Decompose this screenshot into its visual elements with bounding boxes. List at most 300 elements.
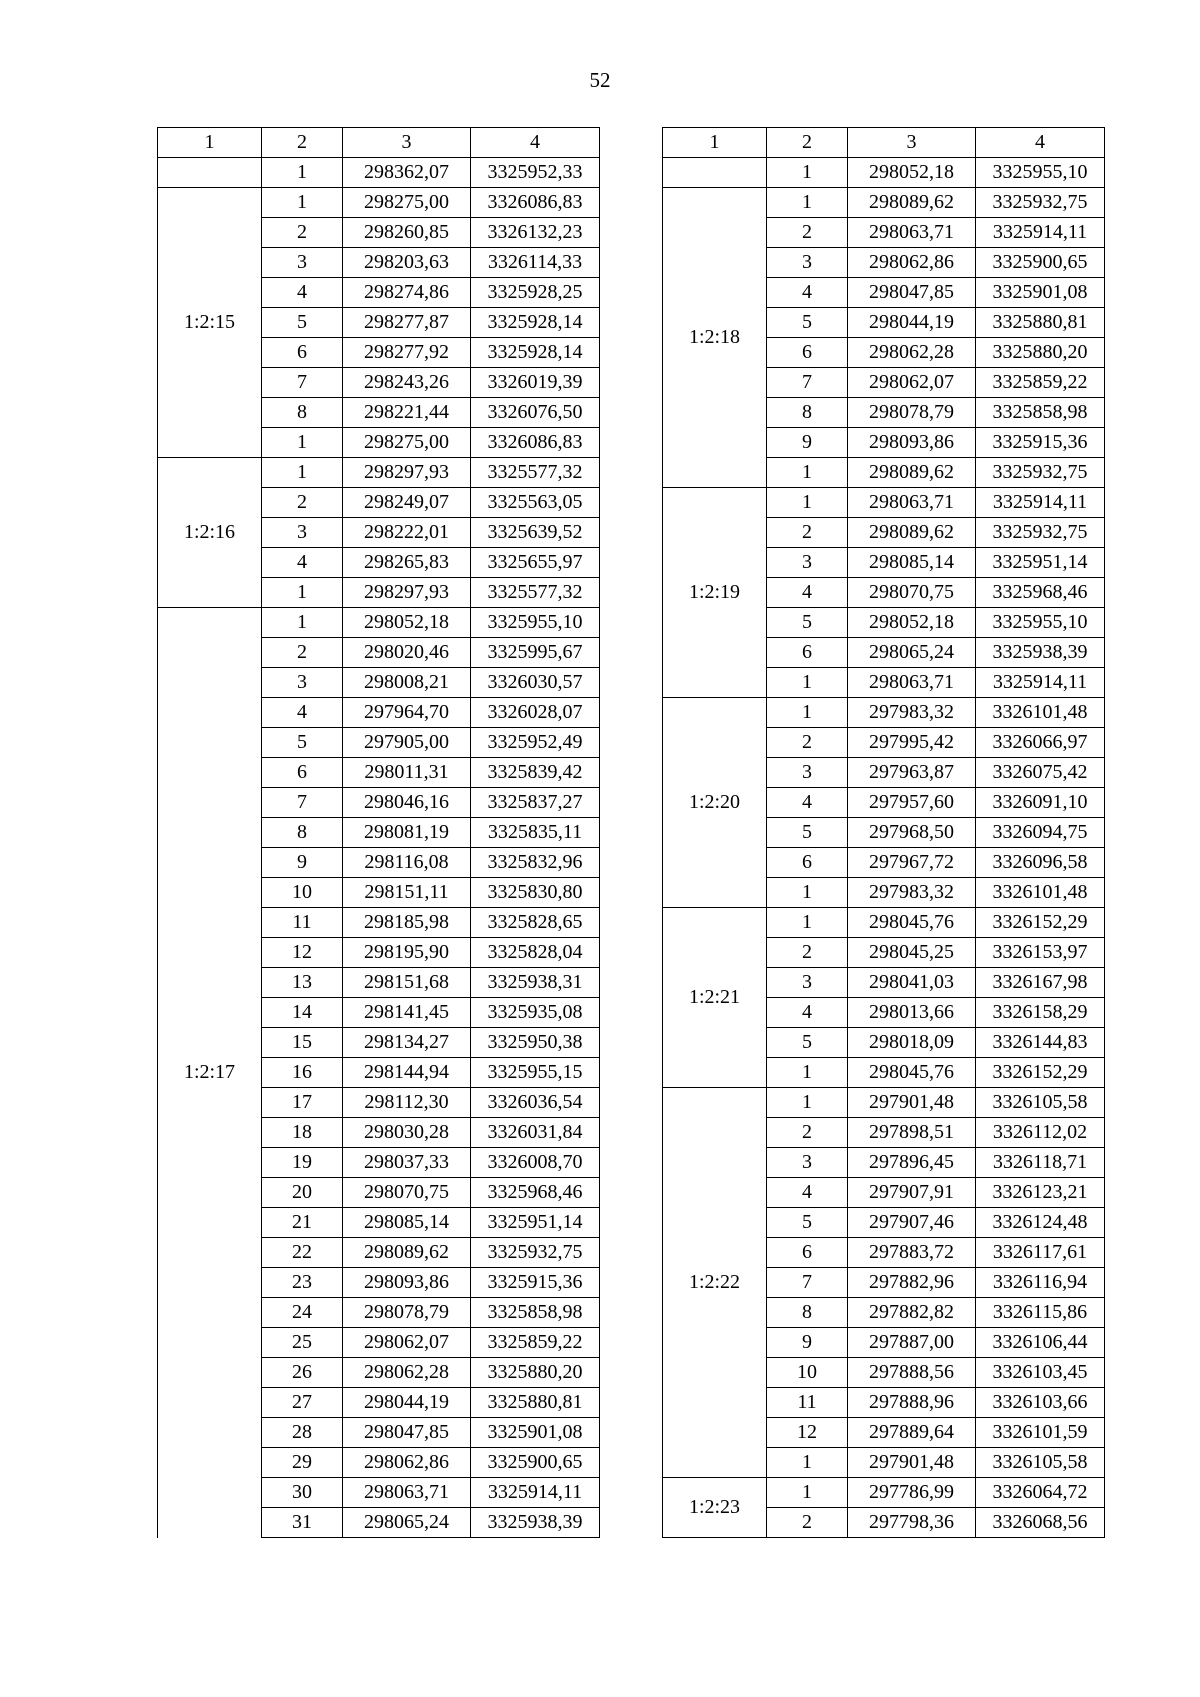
coordinate-x: 298052,18 <box>848 158 976 188</box>
coordinate-y: 3325950,38 <box>471 1028 600 1058</box>
table-row <box>663 188 1105 218</box>
point-number: 13 <box>262 968 343 998</box>
coordinate-x: 297905,00 <box>343 728 471 758</box>
column-header: 2 <box>767 128 848 158</box>
point-number: 5 <box>262 308 343 338</box>
point-number: 2 <box>262 638 343 668</box>
coordinate-x: 298078,79 <box>848 398 976 428</box>
parcel-label: 1:2:22 <box>663 1088 767 1478</box>
coordinate-x: 298044,19 <box>343 1388 471 1418</box>
coordinate-x: 297957,60 <box>848 788 976 818</box>
coordinate-y: 3325858,98 <box>976 398 1105 428</box>
coordinate-y: 3325952,33 <box>471 158 600 188</box>
point-number: 31 <box>262 1508 343 1538</box>
coordinate-y: 3325951,14 <box>976 548 1105 578</box>
coordinate-y: 3326132,23 <box>471 218 600 248</box>
coordinate-x: 298065,24 <box>848 638 976 668</box>
coordinate-x: 298260,85 <box>343 218 471 248</box>
point-number: 12 <box>262 938 343 968</box>
point-number: 5 <box>767 608 848 638</box>
coordinate-x: 298063,71 <box>848 218 976 248</box>
coordinate-y: 3325955,10 <box>976 608 1105 638</box>
coordinate-y: 3325928,14 <box>471 338 600 368</box>
coordinate-x: 297896,45 <box>848 1148 976 1178</box>
coordinate-x: 298062,07 <box>848 368 976 398</box>
coordinate-y: 3325928,14 <box>471 308 600 338</box>
coordinate-x: 297963,87 <box>848 758 976 788</box>
point-number: 1 <box>767 488 848 518</box>
coordinate-x: 297888,96 <box>848 1388 976 1418</box>
point-number: 2 <box>767 938 848 968</box>
coordinate-y: 3326167,98 <box>976 968 1105 998</box>
point-number: 1 <box>262 458 343 488</box>
column-header: 1 <box>158 128 262 158</box>
point-number: 6 <box>767 338 848 368</box>
coordinate-x: 298151,11 <box>343 878 471 908</box>
point-number: 27 <box>262 1388 343 1418</box>
coordinate-x: 297898,51 <box>848 1118 976 1148</box>
coordinate-x: 298297,93 <box>343 578 471 608</box>
coordinate-y: 3325639,52 <box>471 518 600 548</box>
point-number: 3 <box>767 968 848 998</box>
coordinate-x: 298062,28 <box>343 1358 471 1388</box>
coordinate-x: 298047,85 <box>343 1418 471 1448</box>
coordinate-y: 3326068,56 <box>976 1508 1105 1538</box>
coordinate-y: 3325858,98 <box>471 1298 600 1328</box>
point-number: 1 <box>767 1478 848 1508</box>
coordinate-x: 297798,36 <box>848 1508 976 1538</box>
coordinate-y: 3325859,22 <box>976 368 1105 398</box>
coordinate-x: 297995,42 <box>848 728 976 758</box>
coordinate-y: 3325955,10 <box>976 158 1105 188</box>
coordinate-y: 3325914,11 <box>976 218 1105 248</box>
table-row <box>663 158 1105 188</box>
coordinate-y: 3326117,61 <box>976 1238 1105 1268</box>
coordinate-y: 3325914,11 <box>471 1478 600 1508</box>
coordinate-x: 298070,75 <box>848 578 976 608</box>
point-number: 1 <box>767 188 848 218</box>
point-number: 4 <box>767 788 848 818</box>
coordinate-y: 3326019,39 <box>471 368 600 398</box>
coordinate-y: 3326114,33 <box>471 248 600 278</box>
coordinate-x: 298116,08 <box>343 848 471 878</box>
coordinate-x: 297967,72 <box>848 848 976 878</box>
coordinate-y: 3326086,83 <box>471 428 600 458</box>
coordinate-x: 298063,71 <box>343 1478 471 1508</box>
coordinate-x: 298221,44 <box>343 398 471 428</box>
point-number: 3 <box>767 1148 848 1178</box>
point-number: 9 <box>767 428 848 458</box>
coordinate-x: 298093,86 <box>848 428 976 458</box>
coordinate-x: 297786,99 <box>848 1478 976 1508</box>
column-header: 4 <box>471 128 600 158</box>
coordinate-x: 297964,70 <box>343 698 471 728</box>
table-row <box>663 1478 1105 1508</box>
coordinate-y: 3325563,05 <box>471 488 600 518</box>
coordinate-y: 3326106,44 <box>976 1328 1105 1358</box>
coordinate-y: 3325914,11 <box>976 668 1105 698</box>
point-number: 3 <box>767 758 848 788</box>
point-number: 10 <box>262 878 343 908</box>
point-number: 6 <box>262 338 343 368</box>
table-row <box>663 698 1105 728</box>
coordinate-y: 3325968,46 <box>471 1178 600 1208</box>
coordinate-x: 297889,64 <box>848 1418 976 1448</box>
point-number: 1 <box>767 878 848 908</box>
parcel-label: 1:2:21 <box>663 908 767 1088</box>
point-number: 4 <box>767 278 848 308</box>
column-header: 4 <box>976 128 1105 158</box>
coordinates-table-left <box>157 127 600 1538</box>
coordinate-x: 298062,86 <box>343 1448 471 1478</box>
coordinate-x: 298362,07 <box>343 158 471 188</box>
coordinate-y: 3325830,80 <box>471 878 600 908</box>
parcel-label: 1:2:15 <box>158 188 262 458</box>
point-number: 4 <box>262 548 343 578</box>
column-header: 2 <box>262 128 343 158</box>
coordinate-x: 298045,76 <box>848 908 976 938</box>
coordinate-y: 3325914,11 <box>976 488 1105 518</box>
header-row <box>158 128 600 158</box>
coordinate-y: 3325995,67 <box>471 638 600 668</box>
coordinate-y: 3325935,08 <box>471 998 600 1028</box>
header-row <box>663 128 1105 158</box>
point-number: 10 <box>767 1358 848 1388</box>
coordinate-y: 3325837,27 <box>471 788 600 818</box>
point-number: 1 <box>262 428 343 458</box>
table-row <box>158 608 600 638</box>
point-number: 2 <box>262 488 343 518</box>
table-row <box>158 158 600 188</box>
coordinate-y: 3326103,45 <box>976 1358 1105 1388</box>
coordinate-y: 3325932,75 <box>471 1238 600 1268</box>
coordinate-y: 3325928,25 <box>471 278 600 308</box>
point-number: 4 <box>767 1178 848 1208</box>
point-number: 6 <box>262 758 343 788</box>
coordinate-x: 298011,31 <box>343 758 471 788</box>
coordinate-x: 298065,24 <box>343 1508 471 1538</box>
point-number: 9 <box>767 1328 848 1358</box>
point-number: 30 <box>262 1478 343 1508</box>
table-row <box>158 458 600 488</box>
coordinate-y: 3325915,36 <box>471 1268 600 1298</box>
coordinate-y: 3326030,57 <box>471 668 600 698</box>
coordinate-x: 298041,03 <box>848 968 976 998</box>
coordinate-x: 298243,26 <box>343 368 471 398</box>
coordinate-y: 3326144,83 <box>976 1028 1105 1058</box>
point-number: 12 <box>767 1418 848 1448</box>
coordinate-x: 298062,07 <box>343 1328 471 1358</box>
coordinate-y: 3325952,49 <box>471 728 600 758</box>
coordinate-y: 3326105,58 <box>976 1448 1105 1478</box>
coordinate-y: 3325832,96 <box>471 848 600 878</box>
coordinate-x: 298195,90 <box>343 938 471 968</box>
coordinate-x: 298089,62 <box>848 518 976 548</box>
coordinate-y: 3326124,48 <box>976 1208 1105 1238</box>
parcel-label: 1:2:19 <box>663 488 767 698</box>
coordinate-x: 297888,56 <box>848 1358 976 1388</box>
coordinate-x: 297901,48 <box>848 1088 976 1118</box>
table-row <box>663 908 1105 938</box>
point-number: 7 <box>767 1268 848 1298</box>
point-number: 17 <box>262 1088 343 1118</box>
coordinate-y: 3326066,97 <box>976 728 1105 758</box>
parcel-label <box>663 158 767 188</box>
point-number: 18 <box>262 1118 343 1148</box>
parcel-label <box>158 158 262 188</box>
coordinate-y: 3325900,65 <box>976 248 1105 278</box>
coordinate-x: 298112,30 <box>343 1088 471 1118</box>
point-number: 5 <box>767 818 848 848</box>
parcel-label: 1:2:17 <box>158 608 262 1538</box>
coordinate-x: 298249,07 <box>343 488 471 518</box>
coordinate-y: 3325968,46 <box>976 578 1105 608</box>
point-number: 2 <box>767 518 848 548</box>
coordinate-x: 298070,75 <box>343 1178 471 1208</box>
coordinate-y: 3326152,29 <box>976 1058 1105 1088</box>
point-number: 5 <box>767 1028 848 1058</box>
point-number: 6 <box>767 1238 848 1268</box>
point-number: 29 <box>262 1448 343 1478</box>
column-header: 3 <box>343 128 471 158</box>
point-number: 8 <box>767 398 848 428</box>
coordinate-y: 3326031,84 <box>471 1118 600 1148</box>
coordinate-y: 3325938,31 <box>471 968 600 998</box>
coordinate-x: 298013,66 <box>848 998 976 1028</box>
coordinate-y: 3325932,75 <box>976 188 1105 218</box>
point-number: 7 <box>767 368 848 398</box>
coordinates-table-right <box>662 127 1105 1538</box>
coordinate-x: 298081,19 <box>343 818 471 848</box>
point-number: 1 <box>767 458 848 488</box>
coordinate-y: 3325577,32 <box>471 578 600 608</box>
coordinate-y: 3326118,71 <box>976 1148 1105 1178</box>
coordinate-y: 3325880,81 <box>976 308 1105 338</box>
coordinate-x: 298008,21 <box>343 668 471 698</box>
coordinate-y: 3326158,29 <box>976 998 1105 1028</box>
coordinate-x: 297901,48 <box>848 1448 976 1478</box>
coordinate-x: 297907,91 <box>848 1178 976 1208</box>
coordinate-y: 3325835,11 <box>471 818 600 848</box>
point-number: 3 <box>262 668 343 698</box>
point-number: 3 <box>262 248 343 278</box>
point-number: 1 <box>262 608 343 638</box>
coordinate-y: 3326105,58 <box>976 1088 1105 1118</box>
point-number: 11 <box>767 1388 848 1418</box>
coordinate-x: 298089,62 <box>343 1238 471 1268</box>
coordinate-x: 298297,93 <box>343 458 471 488</box>
coordinate-x: 298085,14 <box>343 1208 471 1238</box>
coordinate-x: 298046,16 <box>343 788 471 818</box>
coordinate-y: 3325938,39 <box>976 638 1105 668</box>
coordinate-x: 298265,83 <box>343 548 471 578</box>
coordinate-x: 298052,18 <box>343 608 471 638</box>
point-number: 23 <box>262 1268 343 1298</box>
table-row <box>663 488 1105 518</box>
coordinate-x: 298063,71 <box>848 668 976 698</box>
point-number: 8 <box>262 818 343 848</box>
coordinate-y: 3326036,54 <box>471 1088 600 1118</box>
coordinate-x: 297882,96 <box>848 1268 976 1298</box>
coordinate-x: 298052,18 <box>848 608 976 638</box>
coordinate-y: 3325901,08 <box>976 278 1105 308</box>
coordinate-y: 3326116,94 <box>976 1268 1105 1298</box>
coordinate-y: 3326094,75 <box>976 818 1105 848</box>
coordinate-x: 298093,86 <box>343 1268 471 1298</box>
coordinate-y: 3326112,02 <box>976 1118 1105 1148</box>
coordinate-y: 3326101,59 <box>976 1418 1105 1448</box>
coordinate-y: 3326096,58 <box>976 848 1105 878</box>
table-row <box>158 188 600 218</box>
coordinate-x: 298203,63 <box>343 248 471 278</box>
coordinate-y: 3325932,75 <box>976 518 1105 548</box>
coordinate-y: 3325577,32 <box>471 458 600 488</box>
point-number: 1 <box>767 668 848 698</box>
coordinate-x: 297907,46 <box>848 1208 976 1238</box>
coordinate-x: 297983,32 <box>848 878 976 908</box>
coordinate-x: 298078,79 <box>343 1298 471 1328</box>
coordinate-x: 298030,28 <box>343 1118 471 1148</box>
point-number: 1 <box>262 158 343 188</box>
coordinate-x: 298045,25 <box>848 938 976 968</box>
point-number: 4 <box>262 278 343 308</box>
coordinate-y: 3326086,83 <box>471 188 600 218</box>
coordinate-y: 3326103,66 <box>976 1388 1105 1418</box>
coordinate-x: 298185,98 <box>343 908 471 938</box>
table-row <box>663 1088 1105 1118</box>
coordinate-y: 3326076,50 <box>471 398 600 428</box>
point-number: 24 <box>262 1298 343 1328</box>
coordinate-x: 298141,45 <box>343 998 471 1028</box>
coordinate-x: 298277,92 <box>343 338 471 368</box>
point-number: 1 <box>767 698 848 728</box>
point-number: 1 <box>767 1088 848 1118</box>
coordinate-y: 3326101,48 <box>976 698 1105 728</box>
point-number: 1 <box>767 1058 848 1088</box>
coordinate-x: 298274,86 <box>343 278 471 308</box>
point-number: 4 <box>767 578 848 608</box>
point-number: 1 <box>767 158 848 188</box>
coordinate-y: 3325932,75 <box>976 458 1105 488</box>
point-number: 2 <box>767 1118 848 1148</box>
coordinate-x: 298037,33 <box>343 1148 471 1178</box>
coordinate-x: 298044,19 <box>848 308 976 338</box>
coordinate-y: 3325880,81 <box>471 1388 600 1418</box>
column-header: 1 <box>663 128 767 158</box>
coordinate-y: 3325880,20 <box>976 338 1105 368</box>
coordinate-x: 298151,68 <box>343 968 471 998</box>
point-number: 16 <box>262 1058 343 1088</box>
point-number: 2 <box>262 218 343 248</box>
coordinate-x: 298020,46 <box>343 638 471 668</box>
coordinate-x: 298275,00 <box>343 188 471 218</box>
coordinate-x: 298045,76 <box>848 1058 976 1088</box>
point-number: 6 <box>767 848 848 878</box>
point-number: 2 <box>767 1508 848 1538</box>
coordinate-y: 3325955,15 <box>471 1058 600 1088</box>
point-number: 21 <box>262 1208 343 1238</box>
point-number: 4 <box>262 698 343 728</box>
coordinate-y: 3326008,70 <box>471 1148 600 1178</box>
coordinate-x: 298089,62 <box>848 188 976 218</box>
point-number: 5 <box>262 728 343 758</box>
coordinate-x: 297883,72 <box>848 1238 976 1268</box>
point-number: 3 <box>767 548 848 578</box>
point-number: 2 <box>767 728 848 758</box>
parcel-label: 1:2:23 <box>663 1478 767 1538</box>
point-number: 26 <box>262 1358 343 1388</box>
point-number: 3 <box>767 248 848 278</box>
coordinate-y: 3325859,22 <box>471 1328 600 1358</box>
column-header: 3 <box>848 128 976 158</box>
coordinate-x: 298018,09 <box>848 1028 976 1058</box>
coordinate-y: 3325828,04 <box>471 938 600 968</box>
parcel-label: 1:2:20 <box>663 698 767 908</box>
coordinate-x: 298085,14 <box>848 548 976 578</box>
coordinate-y: 3325938,39 <box>471 1508 600 1538</box>
coordinate-y: 3326115,86 <box>976 1298 1105 1328</box>
coordinate-y: 3326075,42 <box>976 758 1105 788</box>
point-number: 1 <box>767 908 848 938</box>
point-number: 7 <box>262 368 343 398</box>
point-number: 9 <box>262 848 343 878</box>
coordinate-x: 297968,50 <box>848 818 976 848</box>
coordinate-y: 3326064,72 <box>976 1478 1105 1508</box>
coordinate-y: 3325880,20 <box>471 1358 600 1388</box>
page-number: 52 <box>589 68 611 92</box>
point-number: 19 <box>262 1148 343 1178</box>
point-number: 11 <box>262 908 343 938</box>
coordinate-y: 3325951,14 <box>471 1208 600 1238</box>
point-number: 7 <box>262 788 343 818</box>
coordinate-y: 3325839,42 <box>471 758 600 788</box>
point-number: 8 <box>262 398 343 428</box>
point-number: 3 <box>262 518 343 548</box>
coordinate-y: 3325828,65 <box>471 908 600 938</box>
coordinate-y: 3325901,08 <box>471 1418 600 1448</box>
coordinate-x: 298134,27 <box>343 1028 471 1058</box>
coordinate-x: 298144,94 <box>343 1058 471 1088</box>
point-number: 1 <box>262 578 343 608</box>
coordinate-y: 3326152,29 <box>976 908 1105 938</box>
coordinate-x: 297887,00 <box>848 1328 976 1358</box>
point-number: 2 <box>767 218 848 248</box>
point-number: 1 <box>262 188 343 218</box>
point-number: 20 <box>262 1178 343 1208</box>
coordinate-y: 3325655,97 <box>471 548 600 578</box>
coordinate-x: 297983,32 <box>848 698 976 728</box>
coordinate-y: 3326123,21 <box>976 1178 1105 1208</box>
coordinate-x: 298277,87 <box>343 308 471 338</box>
point-number: 5 <box>767 308 848 338</box>
coordinate-x: 298275,00 <box>343 428 471 458</box>
point-number: 6 <box>767 638 848 668</box>
coordinate-x: 298062,28 <box>848 338 976 368</box>
coordinate-y: 3326028,07 <box>471 698 600 728</box>
point-number: 15 <box>262 1028 343 1058</box>
coordinate-x: 297882,82 <box>848 1298 976 1328</box>
point-number: 1 <box>767 1448 848 1478</box>
point-number: 28 <box>262 1418 343 1448</box>
point-number: 4 <box>767 998 848 1028</box>
coordinate-x: 298222,01 <box>343 518 471 548</box>
coordinate-y: 3325915,36 <box>976 428 1105 458</box>
parcel-label: 1:2:16 <box>158 458 262 608</box>
coordinate-y: 3325900,65 <box>471 1448 600 1478</box>
point-number: 25 <box>262 1328 343 1358</box>
point-number: 22 <box>262 1238 343 1268</box>
parcel-label: 1:2:18 <box>663 188 767 488</box>
